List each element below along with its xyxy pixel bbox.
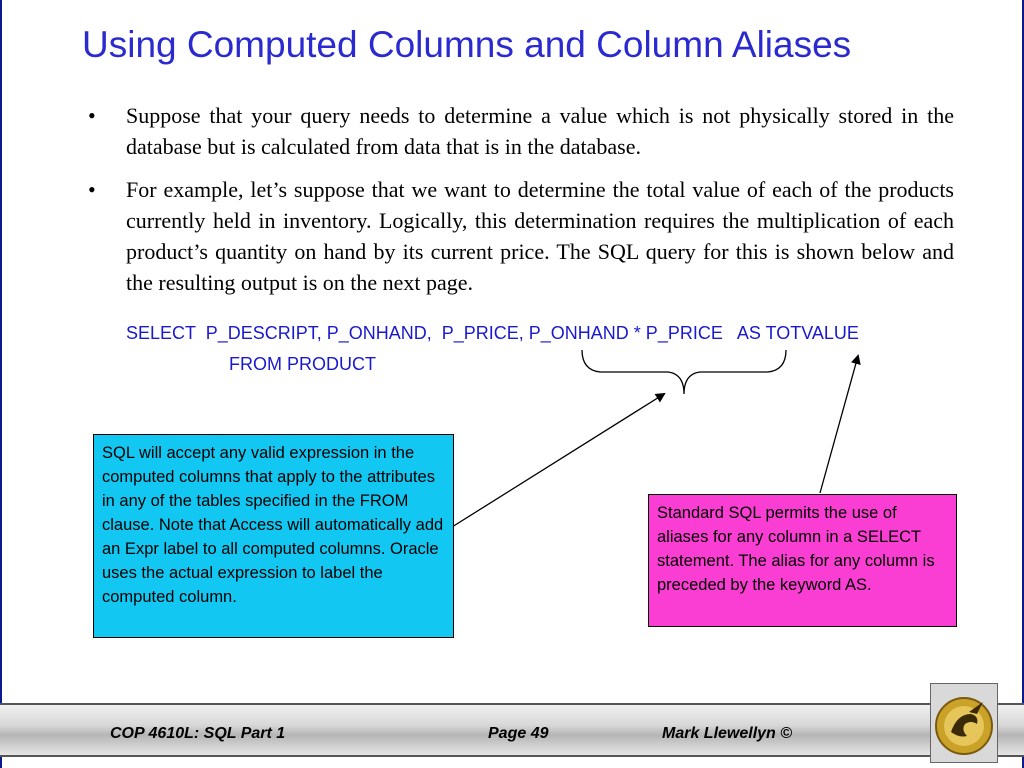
sql-from-line: FROM PRODUCT xyxy=(229,354,376,374)
bullet-text: Suppose that your query needs to determine a value which is not physically stored in the database but is calculated from data that is in the database. xyxy=(126,103,954,159)
footer-course: COP 4610L: SQL Part 1 xyxy=(110,725,286,742)
bullet-marker: • xyxy=(88,103,96,128)
expression-arrow xyxy=(452,394,664,527)
footer-page-number: Page 49 xyxy=(488,725,549,742)
sql-select-line: SELECT P_DESCRIPT, P_ONHAND, P_PRICE, P_ONHAND * P_PRICE AS TOTVALUE xyxy=(126,323,859,343)
expression-brace xyxy=(582,350,786,394)
bullet-text: For example, let’s suppose that we want to determine the total value of each of the products currently held in inventory. Logically, this determination requires the multiplication of each product’s quantity on hand by its current price. The SQL query for this is shown below and the resulting output is on the next page. xyxy=(126,177,954,295)
slide-title: Using Computed Columns and Column Aliases xyxy=(82,24,852,65)
footer-author: Mark Llewellyn © xyxy=(662,725,793,742)
alias-callout: Standard SQL permits the use of aliases for any column in a SELECT statement. The alias for any column is preceded by the keyword AS. xyxy=(648,494,957,627)
expression-callout: SQL will accept any valid expression in the computed columns that apply to the attributes in any of the tables specified in the FROM clause. Note that Access will automatically add an Expr label to all computed columns. Oracle uses the actual expression to label the computed column. xyxy=(93,434,454,638)
bullet-marker: • xyxy=(88,177,96,202)
pegasus-logo-icon xyxy=(930,683,998,763)
alias-arrow xyxy=(820,356,858,493)
